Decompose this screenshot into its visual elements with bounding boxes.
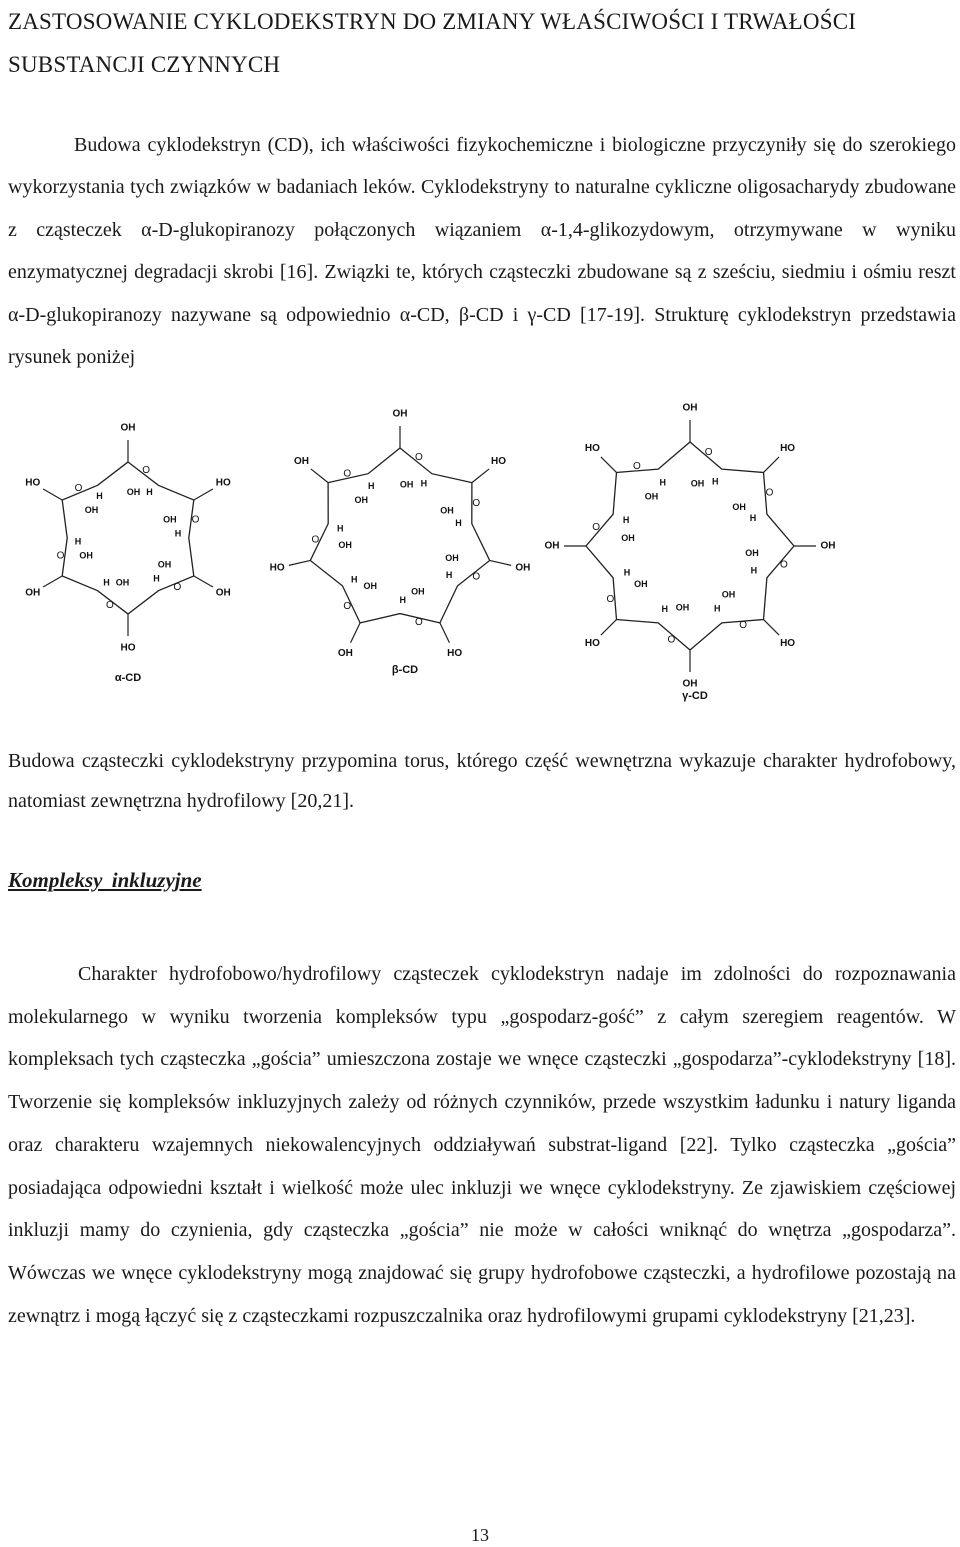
hydroxyl-label: OH bbox=[120, 422, 136, 434]
inner-hydroxyl-label: OH bbox=[732, 501, 746, 512]
hydrogen-label: H bbox=[96, 491, 103, 502]
inclusion-complex-paragraph: Charakter hydrofobowo/hydrofilowy cząsteczek cyklodekstryn nadaje im zdolności do rozpoznawania molekularnego w wyniku tworzenia kompleksów typu „gospodarz-gość” z całym szeregiem reagentów. W kompleksach tych cząsteczka „gościa” umieszczona zostaje we wnęce cząsteczki „gospodarza”-cyklodekstryny [18]. Tworzenie się kompleksów inkluzyjnych zależy od różnych czynników, przede wszystkim ładunku i natury liganda oraz charakteru wzajemnych niekowalencyjnych oddziaływań substrat-ligand [22]. Tylko cząsteczka „gościa” posiadająca odpowiedni kształt i wielkość może ulec inkluzji we wnęce cyklodekstryny. Ze zjawiskiem częściowej inkluzji mamy do czynienia, gdy cząsteczka „gościa” nie może w całości wniknąć do wnętrza „gospodarza”. Wówczas we wnęce cyklodekstryny mogą znajdować się grupy hydrofobowe cząsteczki, a hydrofilowe pozostają na zewnątrz i mogą łączyć się z cząsteczkami rozpuszczalnika oraz hydrofilowymi grupami cyklodekstryny [21,23]. bbox=[8, 963, 956, 1327]
ring-oxygen-label: O bbox=[779, 559, 788, 571]
ring-oxygen-label: O bbox=[191, 514, 200, 526]
hydrogen-label: H bbox=[659, 477, 666, 488]
ring-oxygen-label: O bbox=[414, 617, 423, 629]
hydroxyl-label: OH bbox=[515, 562, 531, 574]
inner-hydroxyl-label: OH bbox=[126, 487, 141, 498]
hydroxyl-label: OH bbox=[25, 587, 41, 599]
hydroxyl-label: OH bbox=[337, 648, 353, 660]
hydroxyl-label: HO bbox=[447, 648, 463, 660]
ring-oxygen-label: O bbox=[343, 600, 352, 612]
hydroxyl-label: OH bbox=[215, 587, 231, 599]
structure-label: α-CD bbox=[114, 671, 142, 684]
hydroxyl-label: HO bbox=[491, 456, 507, 468]
cd-structure-2 bbox=[545, 403, 836, 702]
hydroxyl-label: OH bbox=[682, 678, 698, 690]
inner-hydroxyl-label: OH bbox=[634, 578, 648, 589]
inner-hydroxyl-label: OH bbox=[675, 602, 690, 613]
structure-label: β-CD bbox=[391, 663, 419, 676]
hydrogen-label: H bbox=[420, 478, 428, 489]
cd-structure-0 bbox=[25, 423, 231, 684]
hydroxyl-label: HO bbox=[780, 443, 796, 455]
hydrogen-label: H bbox=[153, 573, 160, 584]
hydroxyl-label: HO bbox=[25, 477, 41, 489]
ring-oxygen-label: O bbox=[311, 534, 320, 546]
ring-oxygen-label: O bbox=[106, 600, 114, 612]
ring-oxygen-label: O bbox=[667, 634, 676, 646]
ring-oxygen-label: O bbox=[704, 446, 713, 458]
inner-hydroxyl-label: OH bbox=[411, 586, 425, 597]
ring-oxygen-label: O bbox=[739, 620, 748, 632]
hydroxyl-label: OH bbox=[293, 456, 309, 468]
page-number: 13 bbox=[471, 1525, 489, 1545]
section-subheading: Kompleksy inkluzyjne bbox=[8, 868, 202, 892]
ring-oxygen-label: O bbox=[765, 487, 774, 499]
inner-hydroxyl-label: OH bbox=[79, 550, 93, 561]
inner-hydroxyl-label: OH bbox=[445, 553, 459, 564]
hydrogen-label: H bbox=[711, 476, 719, 487]
inner-hydroxyl-label: OH bbox=[745, 547, 759, 558]
hydroxyl-label: HO bbox=[780, 638, 796, 650]
hydroxyl-label: OH bbox=[392, 408, 408, 420]
hydrogen-label: H bbox=[750, 565, 758, 576]
hydrogen-label: H bbox=[749, 513, 757, 524]
intro-paragraph: Budowa cyklodekstryn (CD), ich właściwości fizykochemiczne i biologiczne przyczyniły się do szerokiego wykorzystania tych związków w badaniach leków. Cyklodekstryny to naturalne cykliczne oligosacharydy zbudowane z cząsteczek α-D-glukopiranozy połączonych wiązaniem α-1,4-glikozydowym, otrzymywane w wyniku enzymatycznej degradacji skrobi [16]. Związki te, których cząsteczki zbudowane są z sześciu, siedmiu i ośmiu reszt α-D-glukopiranozy nazywane są odpowiednio α-CD, β-CD i γ-CD [17-19]. Strukturę cyklodekstryn przedstawia rysunek poniżej bbox=[8, 134, 956, 369]
hydroxyl-label: HO bbox=[269, 562, 285, 574]
cd-structure-1 bbox=[270, 409, 531, 676]
hydroxyl-label: OH bbox=[682, 402, 698, 414]
hydroxyl-label: HO bbox=[215, 477, 231, 489]
ring-oxygen-label: O bbox=[606, 593, 615, 605]
hydrogen-label: H bbox=[622, 515, 630, 526]
inner-hydroxyl-label: OH bbox=[363, 580, 378, 591]
hydroxyl-label: OH bbox=[820, 540, 836, 552]
hydrogen-label: H bbox=[74, 536, 82, 547]
inner-hydroxyl-label: OH bbox=[721, 589, 736, 600]
hydroxyl-label: HO bbox=[120, 642, 136, 654]
structure-label: γ-CD bbox=[682, 689, 708, 702]
hydrogen-label: H bbox=[455, 518, 462, 529]
ring-oxygen-label: O bbox=[472, 571, 481, 583]
hydrogen-label: H bbox=[714, 603, 721, 614]
ring-oxygen-label: O bbox=[142, 465, 150, 477]
ring-oxygen-label: O bbox=[173, 582, 182, 594]
hydrogen-label: H bbox=[351, 574, 358, 585]
cyclodextrin-structures-figure bbox=[0, 398, 960, 718]
inner-hydroxyl-label: OH bbox=[440, 505, 454, 516]
inner-hydroxyl-label: OH bbox=[163, 514, 177, 525]
hydrogen-label: H bbox=[146, 487, 153, 498]
chapter-heading: ZASTOSOWANIE CYKLODEKSTRYN DO ZMIANY WŁAŚCIWOŚCI I TRWAŁOŚCI SUBSTANCJI CZYNNYCH bbox=[8, 9, 857, 77]
hydrogen-label: H bbox=[623, 567, 631, 578]
ring-oxygen-label: O bbox=[343, 468, 352, 480]
inner-hydroxyl-label: OH bbox=[84, 505, 99, 516]
inner-hydroxyl-label: OH bbox=[157, 559, 172, 570]
ring-oxygen-label: O bbox=[56, 550, 65, 562]
hydrogen-label: H bbox=[399, 595, 406, 606]
cyclodextrin-structures-svg bbox=[0, 398, 960, 718]
hydroxyl-label: HO bbox=[584, 638, 600, 650]
torus-paragraph: Budowa cząsteczki cyklodekstryny przypomina torus, którego część wewnętrzna wykazuje charakter hydrofobowy, natomiast zewnętrzna hydrofilowy [20,21]. bbox=[8, 750, 956, 812]
hydrogen-label: H bbox=[103, 577, 110, 588]
inner-hydroxyl-label: OH bbox=[354, 495, 369, 506]
inner-hydroxyl-label: OH bbox=[338, 540, 352, 551]
hydrogen-label: H bbox=[661, 604, 669, 615]
hydrogen-label: H bbox=[174, 528, 182, 539]
inner-hydroxyl-label: OH bbox=[690, 478, 705, 489]
ring-oxygen-label: O bbox=[414, 452, 423, 464]
hydroxyl-label: OH bbox=[544, 540, 560, 552]
hydroxyl-label: HO bbox=[584, 443, 600, 455]
inner-hydroxyl-label: OH bbox=[115, 577, 130, 588]
hydrogen-label: H bbox=[368, 480, 375, 491]
ring-oxygen-label: O bbox=[632, 461, 641, 473]
hydrogen-label: H bbox=[445, 570, 453, 581]
inner-hydroxyl-label: OH bbox=[621, 532, 635, 543]
ring-oxygen-label: O bbox=[74, 483, 83, 495]
ring-oxygen-label: O bbox=[472, 497, 481, 509]
inner-hydroxyl-label: OH bbox=[644, 491, 659, 502]
ring-oxygen-label: O bbox=[592, 521, 601, 533]
inner-hydroxyl-label: OH bbox=[399, 479, 414, 490]
hydrogen-label: H bbox=[337, 523, 344, 534]
